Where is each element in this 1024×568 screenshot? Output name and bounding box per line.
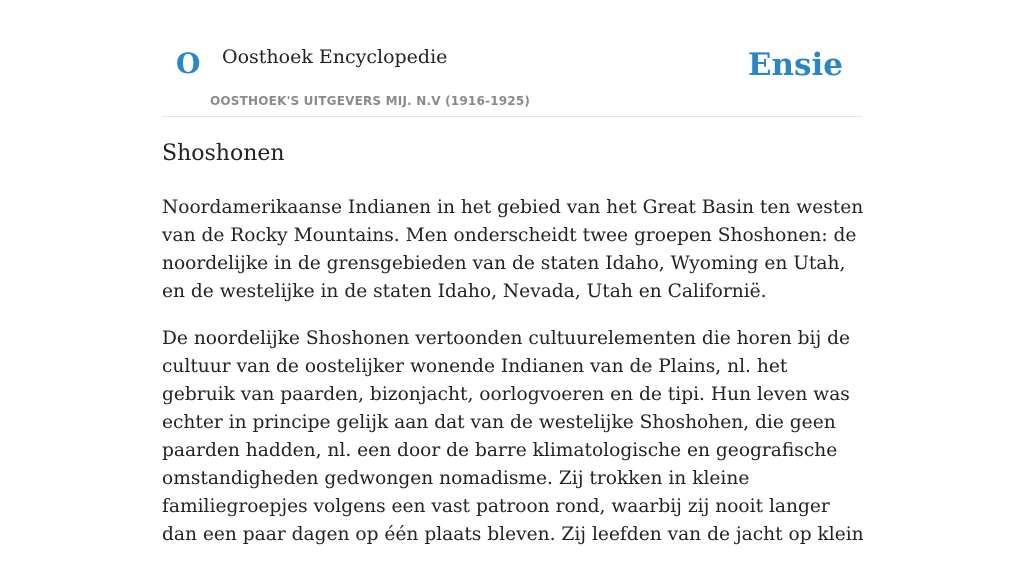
article <box>162 138 864 568</box>
article-paragraph: Noordamerikaanse Indianen in het gebied van het Great Basin ten westen van de Rocky Mountains. Men onderscheidt twee groepen Shoshonen: de noordelijke in de grensgebieden van de staten Idaho, Wyoming en Utah, en de westelijke in de staten Idaho, Nevada, Utah en Californië. <box>162 197 864 302</box>
publication-title[interactable]: Oosthoek Encyclopedie <box>222 46 448 68</box>
publication-logo[interactable]: O <box>176 47 201 80</box>
site-header <box>162 0 862 117</box>
article-title: Shoshonen <box>162 141 285 166</box>
article-paragraph: De noordelijke Shoshonen vertoonden cultuurelementen die horen bij de cultuur van de oostelijker wonende Indianen van de Plains, nl. het gebruik van paarden, bizonjacht, oorlogvoeren en de tipi. Hun leven was echter in principe gelijk aan dat van de westelijke Shoshohen, die geen paarden hadden, nl. een door de barre klimatologische en geografische omstandigheden gedwongen nomadisme. Zij trokken in kleine familiegroepjes volgens een vast patroon rond, waarbij zij nooit langer dan een paar dagen op één plaats bleven. Zij leefden van de jacht op klein <box>162 328 864 545</box>
publisher-line: OOSTHOEK'S UITGEVERS MIJ. N.V (1916-1925) <box>210 94 531 108</box>
ensie-home-link[interactable]: Ensie <box>747 47 843 83</box>
